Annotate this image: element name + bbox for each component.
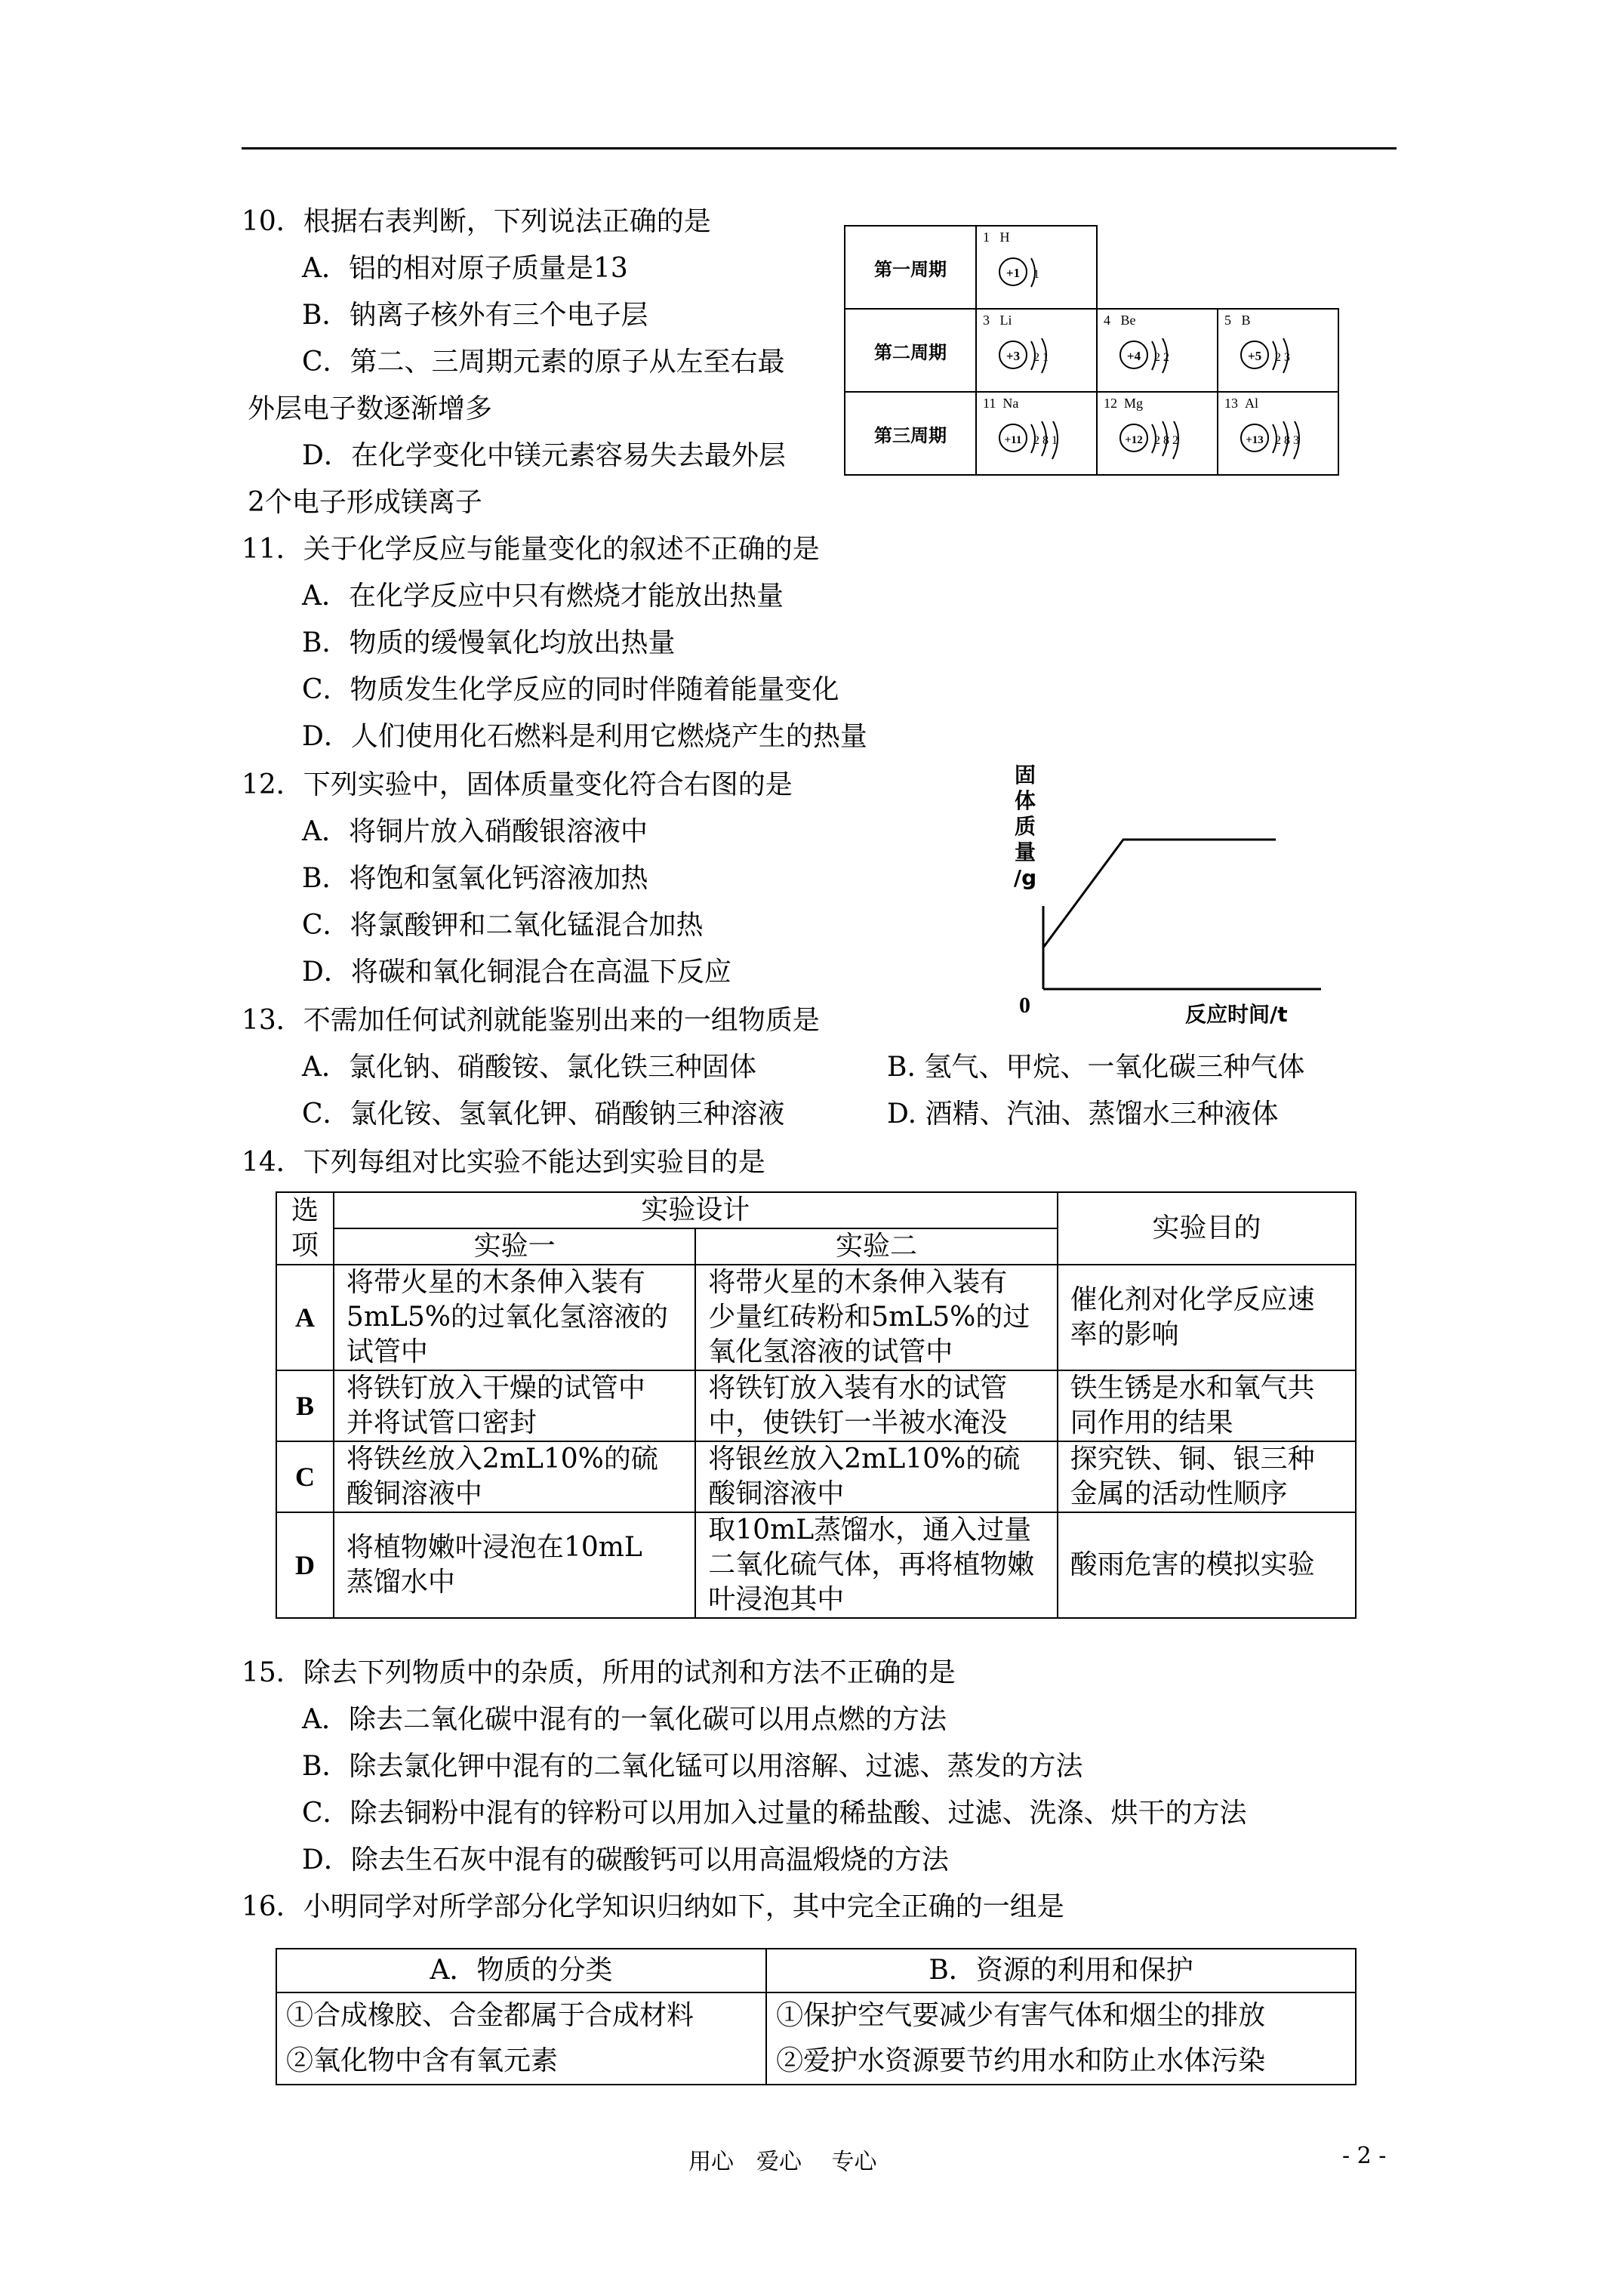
element-cell-mg: 12 Mg +12 2 8 2 <box>1097 392 1218 475</box>
q14-stem: 14．下列每组对比实验不能达到实验目的是 <box>242 1147 765 1178</box>
q15-stem: 15．除去下列物质中的杂质，所用的试剂和方法不正确的是 <box>242 1657 956 1688</box>
header-purpose: 实验目的 <box>1058 1192 1356 1265</box>
svg-text:2 2: 2 2 <box>1154 351 1169 364</box>
footer-motto: 用心 爱心 专心 <box>688 2149 877 2175</box>
atom-diagram-icon <box>1240 421 1334 467</box>
atom-diagram-icon <box>998 421 1092 467</box>
header-design: 实验设计 <box>334 1192 1058 1228</box>
y-axis-label: 固 体 质 量 /g <box>1013 763 1037 890</box>
q13-stem: 13．不需加任何试剂就能鉴别出来的一组物质是 <box>242 1005 820 1036</box>
q10-stem: 10．根据右表判断，下列说法正确的是 <box>242 206 711 237</box>
table-row: C 将铁丝放入2mL10%的硫 酸铜溶液中 将银丝放入2mL10%的硫 酸铜溶液中 探究铁、铜、银三种 金属的活动性顺序 <box>276 1441 1356 1512</box>
q13-option-b: B. 氢气、甲烷、一氧化碳三种气体 <box>887 1052 1305 1083</box>
element-cell-na: 11 Na +11 2 8 1 <box>976 392 1097 475</box>
q15-option-b: B．除去氯化钾中混有的二氧化锰可以用溶解、过滤、蒸发的方法 <box>302 1751 1083 1782</box>
period-label: 第一周期 <box>845 226 976 309</box>
q10-option-d-cont: 2个电子形成镁离子 <box>248 487 482 518</box>
svg-text:1: 1 <box>1033 268 1039 281</box>
element-cell-li: 3 Li +3 2 1 <box>976 309 1097 392</box>
q12-option-c: C．将氯酸钾和二氧化锰混合加热 <box>302 910 704 941</box>
svg-text:2 8 1: 2 8 1 <box>1033 434 1058 447</box>
atom-diagram-icon <box>1119 338 1209 384</box>
q11-option-c: C．物质发生化学反应的同时伴随着能量变化 <box>302 674 839 705</box>
svg-text:2 3: 2 3 <box>1275 351 1290 364</box>
element-cell-al: 13 Al +13 2 8 3 <box>1218 392 1338 475</box>
header-a: A．物质的分类 <box>276 1949 766 1992</box>
graph-axes <box>1004 763 1321 1027</box>
svg-text:+4: +4 <box>1126 349 1141 363</box>
element-cell-h: 1 H +1 1 <box>976 226 1097 309</box>
element-cell-be: 4 Be +4 2 2 <box>1097 309 1218 392</box>
svg-text:+5: +5 <box>1247 349 1262 363</box>
q13-option-c: C．氯化铵、氢氧化钾、硝酸钠三种溶液 <box>302 1099 785 1130</box>
q10-option-c: C．第二、三周期元素的原子从左至右最 <box>302 347 785 378</box>
header-exp1: 实验一 <box>334 1228 695 1265</box>
svg-text:+1: +1 <box>1006 266 1021 280</box>
header-option: 选 项 <box>276 1192 334 1265</box>
q12-stem: 12．下列实验中，固体质量变化符合右图的是 <box>242 769 793 800</box>
period-label: 第三周期 <box>845 392 976 475</box>
q10-option-d: D．在化学变化中镁元素容易失去最外层 <box>302 440 786 471</box>
atom-diagram-icon <box>1119 421 1213 467</box>
svg-text:+13: +13 <box>1246 434 1264 446</box>
q15-option-c: C．除去铜粉中混有的锌粉可以用加入过量的稀盐酸、过滤、洗涤、烘干的方法 <box>302 1798 1247 1829</box>
q13-option-a: A．氯化钠、硝酸铵、氯化铁三种固体 <box>302 1052 756 1083</box>
q12-option-d: D．将碳和氧化铜混合在高温下反应 <box>302 957 731 988</box>
q10-option-c-cont: 外层电子数逐渐增多 <box>248 393 493 424</box>
header-b: B．资源的利用和保护 <box>766 1949 1356 1992</box>
origin-label: 0 <box>1019 993 1030 1018</box>
svg-text:2 1: 2 1 <box>1033 351 1049 364</box>
x-axis-label: 反应时间/t <box>1185 1002 1288 1027</box>
header-rule <box>242 147 1397 149</box>
q16-stem: 16．小明同学对所学部分化学知识归纳如下，其中完全正确的一组是 <box>242 1891 1064 1922</box>
q12-option-a: A．将铜片放入硝酸银溶液中 <box>302 816 648 847</box>
periodic-table <box>844 225 1339 476</box>
svg-text:+11: +11 <box>1004 434 1022 446</box>
q11-option-d: D．人们使用化石燃料是利用它燃烧产生的热量 <box>302 721 867 752</box>
q12-option-b: B．将饱和氢氧化钙溶液加热 <box>302 863 648 894</box>
table-row: B 将铁钉放入干燥的试管中 并将试管口密封 将铁钉放入装有水的试管 中，使铁钉一半被水淹没 铁生锈是水和氧气共 同作用的结果 <box>276 1370 1356 1441</box>
q11-option-a: A．在化学反应中只有燃烧才能放出热量 <box>302 581 784 612</box>
page-number: - 2 - <box>1342 2143 1387 2169</box>
table-row: ①合成橡胶、合金都属于合成材料 ②氧化物中含有氧元素 ①保护空气要减少有害气体和烟尘的排放 ②爱护水资源要节约用水和防止水体污染 <box>276 1992 1356 2085</box>
q15-option-d: D．除去生石灰中混有的碳酸钙可以用高温煅烧的方法 <box>302 1845 949 1875</box>
atom-diagram-icon <box>998 255 1089 300</box>
mass-time-graph <box>1004 763 1321 1027</box>
q14-table <box>276 1191 1357 1619</box>
period-label: 第二周期 <box>845 309 976 392</box>
q11-stem: 11．关于化学反应与能量变化的叙述不正确的是 <box>242 534 820 565</box>
mass-curve <box>1043 840 1276 948</box>
table-row: D 将植物嫩叶浸泡在10mL 蒸馏水中 取10mL蒸馏水，通入过量 二氧化硫气体，再将植物嫩 叶浸泡其中 酸雨危害的模拟实验 <box>276 1512 1356 1618</box>
q16-table <box>276 1948 1357 2085</box>
table-row: A 将带火星的木条伸入装有 5mL5%的过氧化氢溶液的 试管中 将带火星的木条伸入装有 少量红砖粉和5mL5%的过 氧化氢溶液的试管中 催化剂对化学反应速 率的影响 <box>276 1265 1356 1370</box>
svg-text:2 8 3: 2 8 3 <box>1275 434 1299 447</box>
svg-text:2 8 2: 2 8 2 <box>1154 434 1178 447</box>
header-exp2: 实验二 <box>695 1228 1057 1265</box>
svg-text:+3: +3 <box>1006 349 1021 363</box>
q11-option-b: B．物质的缓慢氧化均放出热量 <box>302 627 676 658</box>
q10-option-a: A．铝的相对原子质量是13 <box>302 253 628 284</box>
atom-diagram-icon <box>1240 338 1330 384</box>
svg-text:+12: +12 <box>1125 434 1143 446</box>
q13-option-d: D. 酒精、汽油、蒸馏水三种液体 <box>887 1099 1279 1130</box>
atom-diagram-icon <box>998 338 1089 384</box>
element-cell-b: 5 B +5 2 3 <box>1218 309 1338 392</box>
q15-option-a: A．除去二氧化碳中混有的一氧化碳可以用点燃的方法 <box>302 1704 947 1735</box>
q10-option-b: B．钠离子核外有三个电子层 <box>302 300 648 331</box>
